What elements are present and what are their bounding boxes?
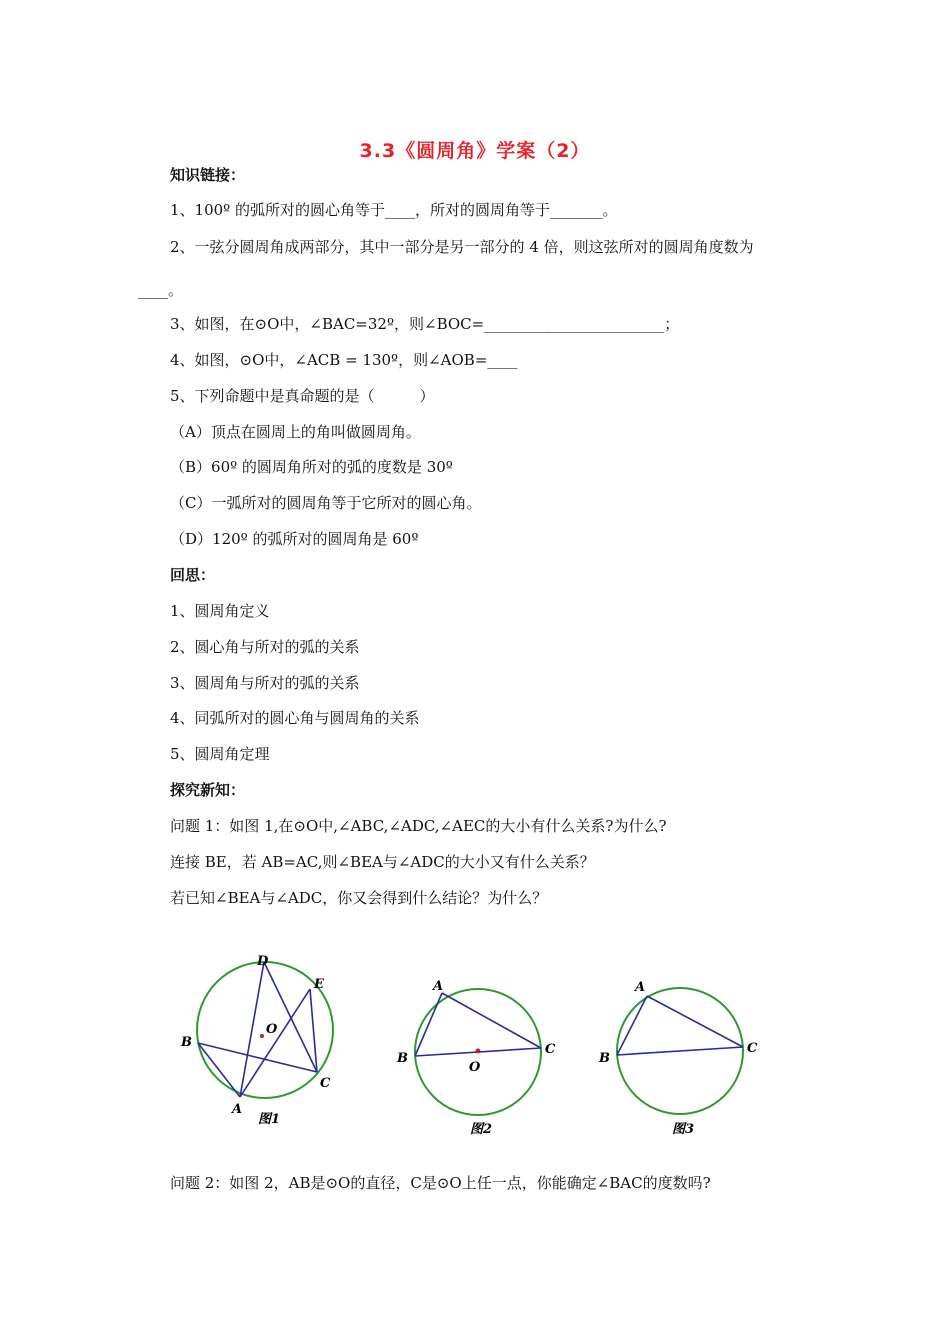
problem-2: 问题 2：如图 2，AB是⊙O的直径，C是⊙O上任一点，你能确定∠BAC的度数吗? <box>170 1174 711 1192</box>
fig2-segment-AB <box>415 993 442 1056</box>
fig1-label-E: E <box>314 977 324 992</box>
fig1-label-D: D <box>257 954 269 969</box>
fig3-label-B: B <box>599 1051 610 1066</box>
question-3: 3、如图，在⊙O中，∠BAC=32º，则∠BOC=________________________； <box>170 315 680 333</box>
fig3-label-A: A <box>635 980 646 995</box>
question-5: 5、下列命题中是真命题的是（ ） <box>170 387 435 405</box>
fig2-label-A: A <box>433 979 444 994</box>
review-item-5: 5、圆周角定理 <box>170 745 270 763</box>
fig3-label-C: C <box>747 1041 758 1056</box>
fig2-caption: 图2 <box>470 1122 493 1137</box>
option-d: （D）120º 的弧所对的圆周角是 60º <box>170 530 419 548</box>
fig1-caption: 图1 <box>258 1112 281 1127</box>
fig1-center-dot <box>260 1034 264 1038</box>
question-2: 2、一弦分圆周角成两部分，其中一部分是另一部分的 4 倍，则这弦所对的圆周角度数为 <box>170 238 754 256</box>
figures-row <box>170 935 790 1145</box>
fig3-segment-BC <box>617 1047 743 1055</box>
fig2-segment-AC <box>442 993 541 1048</box>
option-b: （B）60º 的圆周角所对的弧的度数是 30º <box>170 458 453 476</box>
question-1: 1、100º 的弧所对的圆心角等于____，所对的圆周角等于_______。 <box>170 201 618 219</box>
fig3-caption: 图3 <box>672 1122 695 1137</box>
fig2-label-O: O <box>469 1060 481 1075</box>
section-heading-review: 回思： <box>170 566 216 584</box>
section-heading-explore: 探究新知： <box>170 781 246 799</box>
figure-3 <box>598 980 758 1137</box>
problem-1-extension: 若已知∠BEA与∠ADC，你又会得到什么结论？为什么？ <box>170 889 548 907</box>
option-c: （C）一弧所对的圆周角等于它所对的圆心角。 <box>170 494 482 512</box>
fig1-label-O: O <box>266 1022 278 1037</box>
fig2-label-B: B <box>397 1051 408 1066</box>
figure-1 <box>180 954 333 1127</box>
fig2-center-dot <box>476 1049 481 1054</box>
figure-2 <box>396 979 556 1137</box>
fig1-label-A: A <box>232 1102 243 1117</box>
question-4: 4、如图，⊙O中，∠ACB = 130º，则∠AOB=____ <box>170 351 518 369</box>
fig1-segment-BC <box>198 1043 317 1072</box>
review-item-2: 2、圆心角与所对的弧的关系 <box>170 638 360 656</box>
review-item-1: 1、圆周角定义 <box>170 602 270 620</box>
figure-1-circle <box>197 962 333 1098</box>
fig1-label-C: C <box>320 1076 331 1091</box>
page-title: 3.3《圆周角》学案（2） <box>359 140 591 162</box>
fig1-label-B: B <box>181 1035 192 1050</box>
fig3-segment-AC <box>647 996 743 1047</box>
section-heading-knowledge: 知识链接： <box>170 166 246 184</box>
review-item-4: 4、同弧所对的圆心角与圆周角的关系 <box>170 709 420 727</box>
problem-1: 问题 1：如图 1,在⊙O中,∠ABC,∠ADC,∠AEC的大小有什么关系?为什么? <box>170 817 667 835</box>
question-2-continued: ____。 <box>138 281 184 299</box>
fig1-segment-DA <box>240 962 264 1097</box>
problem-1-followup: 连接 BE，若 AB=AC,则∠BEA与∠ADC的大小又有什么关系？ <box>170 853 595 871</box>
fig1-segment-EA <box>240 989 310 1097</box>
option-a: （A）顶点在圆周上的角叫做圆周角。 <box>170 423 421 441</box>
fig2-label-C: C <box>545 1042 556 1057</box>
review-item-3: 3、圆周角与所对的弧的关系 <box>170 674 360 692</box>
